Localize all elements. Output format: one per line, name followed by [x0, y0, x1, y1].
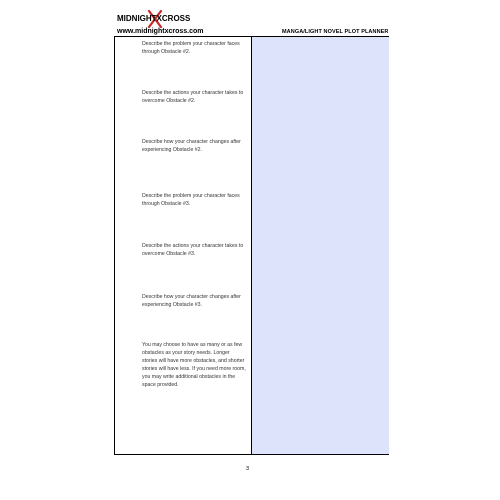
planner-table	[114, 37, 389, 455]
page-number: 3	[246, 466, 250, 472]
prompt-more-obstacles-note: You may choose to have as many or as few obstacles as your story needs. Longer stories will have more obstacles, and shorter stories will have less. If you need more room, you may write additional obstacles in the space provided.	[142, 342, 246, 388]
prompt-column	[115, 37, 251, 454]
prompt-obstacle2-changes: Describe how your character changes after experiencing Obstacle #2.	[142, 139, 241, 153]
midnightxcross-logo	[117, 10, 191, 28]
website-url[interactable]: www.midnightxcross.com	[117, 28, 204, 35]
prompt-obstacle2-actions: Describe the actions your character takes to overcome Obstacle #2.	[142, 90, 244, 104]
prompt-obstacle2-problem: Describe the problem your character faces through Obstacle #2.	[142, 41, 240, 55]
prompt-obstacle3-actions: Describe the actions your character takes to overcome Obstacle #3.	[142, 243, 244, 257]
planner-title: MANGA/LIGHT NOVEL PLOT PLANNER	[282, 29, 389, 35]
prompt-obstacle3-changes: Describe how your character changes after experiencing Obstacle #3.	[142, 294, 241, 308]
prompt-obstacle3-problem: Describe the problem your character faces through Obstacle #3.	[142, 193, 240, 207]
answer-column[interactable]	[251, 37, 389, 454]
logo-text: MIDNIGHTXCROSS	[117, 14, 191, 23]
